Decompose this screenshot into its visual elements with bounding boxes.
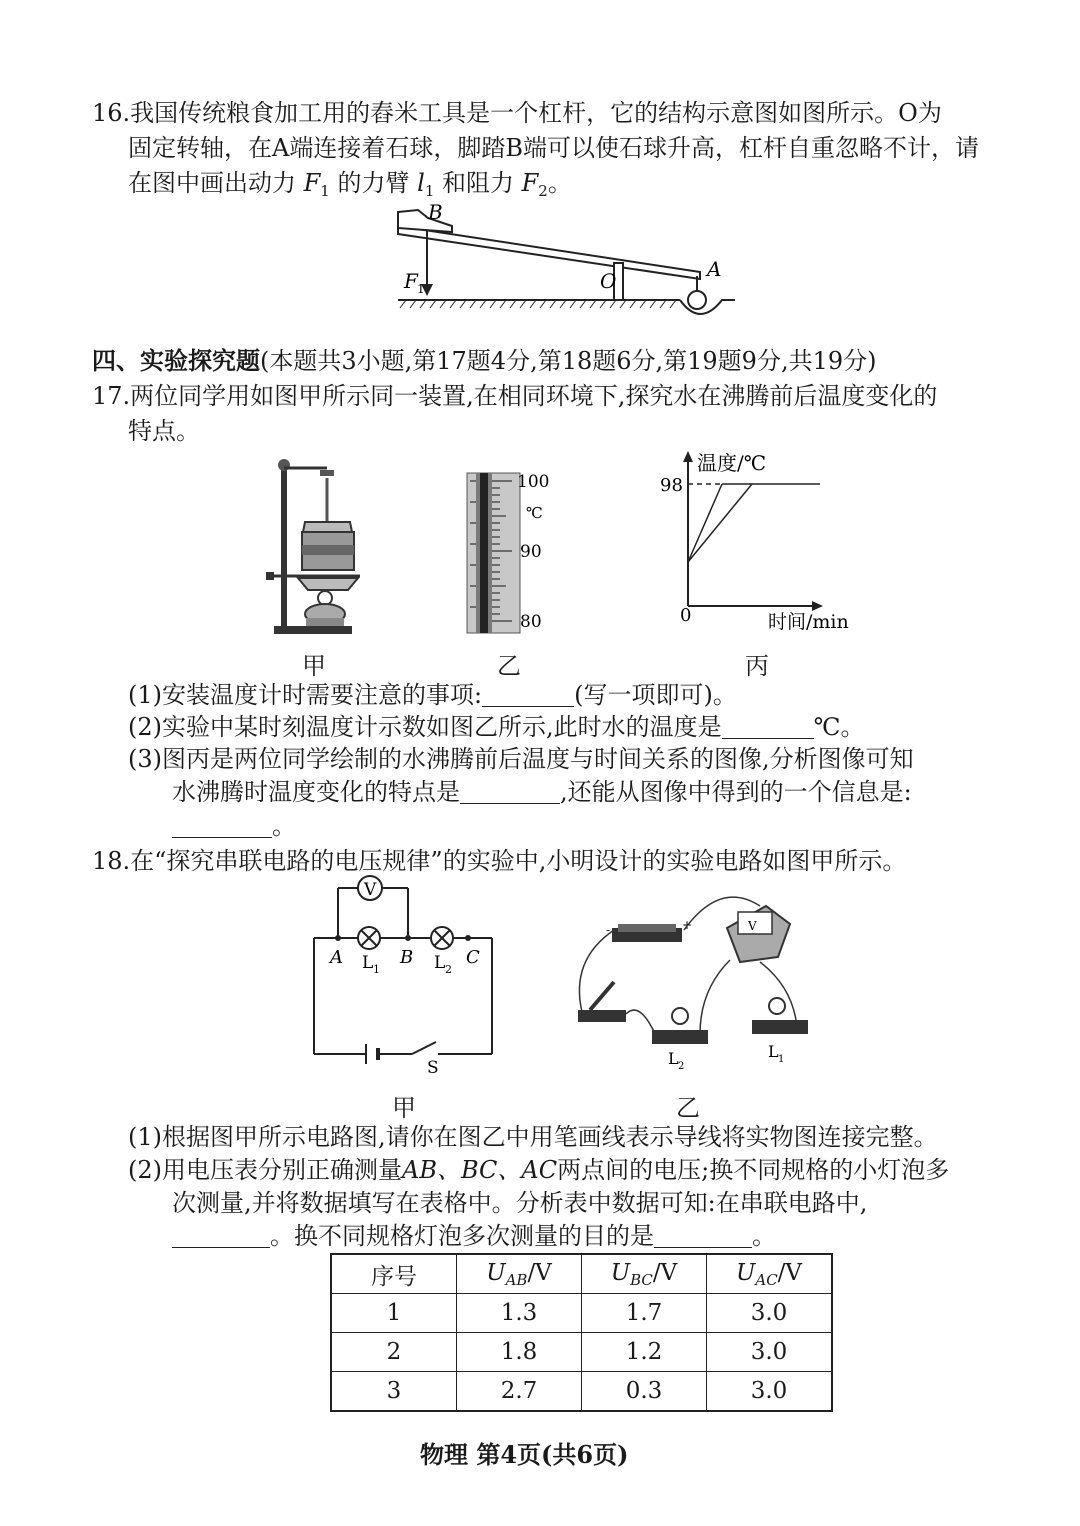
q17-line1: 17.两位同学用如图甲所示同一装置,在相同环境下,探究水在沸腾前后温度变化的 — [92, 382, 938, 410]
svg-text:1: 1 — [778, 1054, 785, 1065]
table-cell: 0.3 — [582, 1372, 707, 1412]
label-F1: F — [404, 269, 418, 293]
caption-jia-18: 甲 — [392, 1094, 416, 1122]
graph-origin: 0 — [680, 605, 692, 626]
table-header-cell: $U_{AC}/V$ — [707, 1254, 833, 1294]
table-cell: 2 — [331, 1333, 457, 1372]
table-cell: 1.8 — [457, 1333, 582, 1372]
answer-blank[interactable] — [172, 1225, 270, 1248]
voltage-table — [330, 1253, 833, 1412]
table-row — [331, 1333, 832, 1372]
answer-blank[interactable] — [654, 1225, 752, 1248]
graph-tick-98: 98 — [660, 475, 683, 496]
lamp-L1-label: L — [362, 953, 374, 973]
q18-part1: (1)根据图甲所示电路图,请你在图乙中用笔画线表示导线将实物图连接完整。 — [128, 1123, 938, 1151]
table-cell: 1.2 — [582, 1333, 707, 1372]
svg-text:1: 1 — [373, 963, 380, 976]
table-cell: 2.7 — [457, 1372, 582, 1412]
q17-part2: (2)实验中某时刻温度计示数如图乙所示,此时水的温度是 ℃。 — [128, 713, 865, 741]
label-F1-sub: 1 — [417, 282, 425, 296]
q18-line1: 18.在“探究串联电路的电压规律”的实验中,小明设计的实验电路如图甲所示。 — [92, 847, 907, 875]
table-cell: 3.0 — [707, 1333, 833, 1372]
bulb-L1-label: L — [768, 1042, 779, 1061]
q17-part1: (1)安装温度计时需要注意的事项: (写一项即可)。 — [128, 681, 737, 709]
svg-text:+: + — [682, 918, 693, 932]
caption-yi-17: 乙 — [497, 652, 521, 680]
voltmeter-label: V — [364, 880, 377, 900]
q18-part2-line2: 次测量,并将数据填写在表格中。分析表中数据可知:在串联电路中, — [172, 1189, 868, 1217]
thermo-tick-80: 80 — [520, 612, 542, 632]
q18-part2-line3: 。换不同规格灯泡多次测量的目的是 。 — [172, 1221, 776, 1251]
thermo-tick-90: 90 — [520, 542, 542, 562]
caption-jia-17: 甲 — [302, 652, 326, 680]
svg-text:-: - — [606, 923, 611, 937]
thermo-unit: ℃ — [526, 504, 543, 522]
bulb-L2-label: L — [668, 1049, 679, 1068]
table-row — [331, 1294, 832, 1333]
node-A: A — [330, 947, 343, 968]
table-cell: 3 — [331, 1372, 457, 1412]
node-C: C — [466, 947, 480, 968]
section4-heading: 四、实验探究题(本题共3小题,第17题4分,第18题6分,第19题9分,共19分) — [92, 346, 877, 375]
table-cell: 3.0 — [707, 1294, 833, 1333]
table-header-row — [331, 1254, 832, 1294]
table-cell: 1.7 — [582, 1294, 707, 1333]
graph-ylabel: 温度/℃ — [697, 451, 767, 475]
switch-S-label: S — [427, 1058, 439, 1078]
table-row — [331, 1372, 832, 1412]
svg-text:2: 2 — [678, 1061, 685, 1072]
label-B: B — [428, 200, 443, 224]
table-cell: 1 — [331, 1294, 457, 1333]
q18-part2-line1: (2)用电压表分别正确测量AB、BC、AC两点间的电压;换不同规格的小灯泡多 — [128, 1156, 950, 1184]
table-header-cell: $U_{AB}/V$ — [457, 1254, 582, 1294]
q16-line2: 固定转轴，在A端连接着石球，脚踏B端可以使石球升高，杠杆自重忽略不计，请 — [128, 134, 979, 162]
q17-part3-line2: 水沸腾时温度变化的特点是 ,还能从图像中得到的一个信息是: — [172, 778, 912, 806]
table-cell: 1.3 — [457, 1294, 582, 1333]
graph-xlabel: 时间/min — [768, 611, 849, 633]
page-footer: 物理 第4页(共6页) — [420, 1440, 629, 1469]
svg-text:V: V — [748, 919, 757, 933]
table-header-cell: 序号 — [331, 1254, 457, 1294]
label-A: A — [707, 257, 722, 281]
label-O: O — [600, 269, 617, 293]
lamp-L2-label: L — [434, 953, 446, 973]
q16-line1: 16.我国传统粮食加工用的舂米工具是一个杠杆，它的结构示意图如图所示。O为 — [92, 99, 942, 127]
q17-part3-line3: 。 — [172, 811, 296, 841]
caption-bing-17: 丙 — [745, 652, 769, 680]
svg-text:2: 2 — [445, 963, 452, 976]
node-B: B — [400, 947, 414, 968]
thermo-tick-100: 100 — [517, 472, 550, 492]
caption-yi-18: 乙 — [676, 1094, 700, 1122]
q16-line3: 在图中画出动力 $F_1$ 的力臂 $l_1$ 和阻力 $F_2$。 — [128, 169, 572, 200]
table-cell: 3.0 — [707, 1372, 833, 1412]
q17-part3-line1: (3)图丙是两位同学绘制的水沸腾前后温度与时间关系的图像,分析图像可知 — [128, 745, 914, 773]
table-header-cell: $U_{BC}/V$ — [582, 1254, 707, 1294]
q17-line2: 特点。 — [128, 417, 200, 445]
